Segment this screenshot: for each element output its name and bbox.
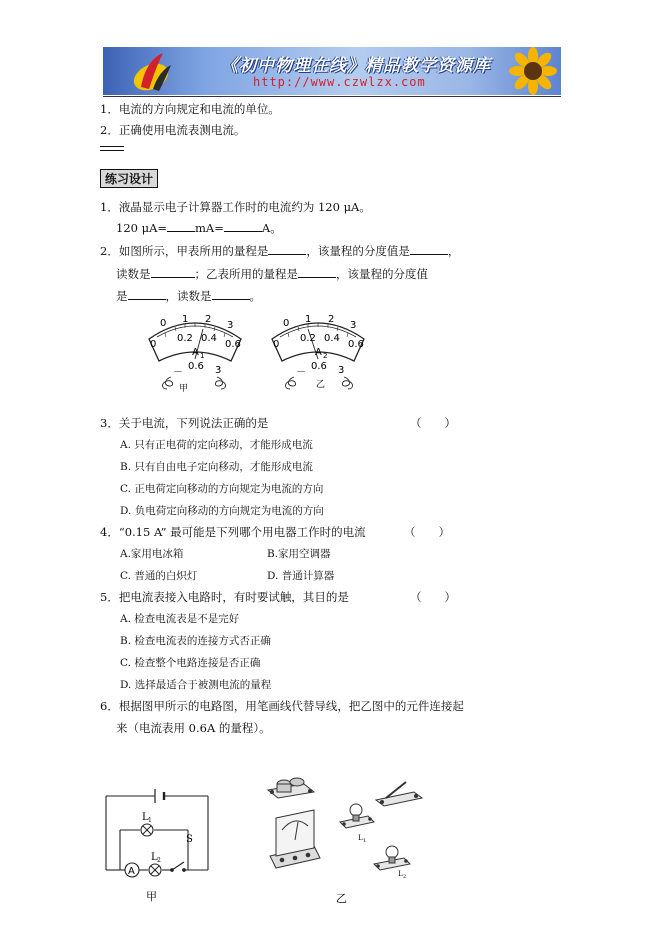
q2-text: ，读数是 <box>165 289 212 303</box>
q2-text: ；乙表所用的量程是 <box>194 267 298 281</box>
top-scale-label: 0 <box>283 318 290 329</box>
q4-stem: 4．“0.15 A” 最可能是下列哪个用电器工作时的电流 <box>100 525 366 539</box>
banner-title: 《初中物理在线》精品教学资源库 <box>221 56 491 76</box>
ammeter-device-icon <box>270 810 320 868</box>
q3-option-d[interactable]: D. 负电荷定向移动的方向规定为电流的方向 <box>120 505 324 517</box>
q4-option-a[interactable]: A.家用电冰箱 <box>120 548 184 560</box>
top-scale-label: 1 <box>182 314 189 325</box>
q3-answer-bracket[interactable]: （ ） <box>410 416 456 430</box>
answer-blank[interactable] <box>167 220 195 232</box>
top-scale-label: 1 <box>305 314 312 325</box>
terminal-label: 0.6 <box>311 361 327 372</box>
q2-text: 。 <box>249 289 261 303</box>
q2-line3 <box>116 288 261 304</box>
l1-device-label: L <box>358 834 363 842</box>
sunflower-icon <box>491 47 561 95</box>
q2-text: 是 <box>116 289 128 303</box>
q2-line1 <box>100 243 459 259</box>
bottom-scale-label: 0 <box>273 339 280 350</box>
l1-label: L <box>142 812 149 823</box>
lamp-l1-device-icon <box>340 804 374 828</box>
divider-mark <box>100 146 124 151</box>
lamp-l1-symbol <box>141 824 153 836</box>
meter-symbol: A <box>315 347 322 358</box>
l2-device-label: L <box>398 870 403 878</box>
answer-blank[interactable] <box>151 266 195 278</box>
components-figure <box>264 770 429 905</box>
answer-blank[interactable] <box>410 243 448 255</box>
q3-stem: 3．关于电流，下列说法正确的是 <box>100 416 269 430</box>
q6-line1: 6．根据图甲所示的电路图，用笔画线代替导线，把乙图中的元件连接起 <box>100 699 464 713</box>
q3-option-c[interactable]: C. 正电荷定向移动的方向规定为电流的方向 <box>120 483 324 495</box>
q2-text: ，该量程的分度值 <box>336 267 428 281</box>
q2-text: ， <box>447 244 460 258</box>
logo-icon <box>123 47 183 95</box>
terminal-label: － <box>296 367 306 378</box>
ammeter-figure-jia <box>145 313 245 393</box>
lamp-l2-symbol <box>149 864 161 876</box>
q1-line1: 1．液晶显示电子计算器工作时的电流约为 120 μA。 <box>100 200 371 214</box>
top-scale-label: 2 <box>205 314 212 325</box>
q1-text-a: 120 μA= <box>116 221 168 235</box>
banner-url: http://www.czwlzx.com <box>253 75 426 89</box>
q4-option-d[interactable]: D. 普通计算器 <box>267 570 335 582</box>
lamp-l2-device-icon <box>374 846 410 870</box>
q1-line2 <box>116 220 282 236</box>
objective-1: 1．电流的方向规定和电流的单位。 <box>100 102 280 116</box>
answer-blank[interactable] <box>298 266 336 278</box>
switch-label: S <box>186 834 193 845</box>
top-scale-label: 3 <box>227 320 234 331</box>
header-rule <box>103 96 561 97</box>
q5-option-c[interactable]: C. 检查整个电路连接是否正确 <box>120 657 261 669</box>
l2-subscript: 2 <box>157 857 161 864</box>
l2-device-subscript: 2 <box>403 874 407 880</box>
q2-line2 <box>116 266 428 282</box>
q3-option-a[interactable]: A. 只有正电荷的定向移动，才能形成电流 <box>120 439 313 451</box>
q3-option-b[interactable]: B. 只有自由电子定向移动，才能形成电流 <box>120 461 313 473</box>
answer-blank[interactable] <box>224 220 262 232</box>
q5-option-b[interactable]: B. 检查电流表的连接方式否正确 <box>120 635 271 647</box>
q2-text: ，该量程的分度值是 <box>306 244 410 258</box>
switch-symbol <box>171 862 186 871</box>
terminal-label: － <box>173 367 183 378</box>
terminal-label: 0.6 <box>188 361 204 372</box>
answer-blank[interactable] <box>268 243 306 255</box>
terminal-label: 3 <box>215 365 222 376</box>
l2-label: L <box>151 852 158 863</box>
terminal-label: 3 <box>338 365 345 376</box>
answer-blank[interactable] <box>128 288 166 300</box>
bottom-scale-label: 0.2 <box>177 333 193 344</box>
l1-device-subscript: 1 <box>363 838 367 844</box>
q1-text-b: mA= <box>195 221 224 235</box>
q2-text: 读数是 <box>116 267 151 281</box>
top-scale-label: 2 <box>328 314 335 325</box>
meter-caption: 甲 <box>179 384 189 393</box>
q2-text: 2．如图所示，甲表所用的量程是 <box>100 244 269 258</box>
bottom-scale-label: 0.6 <box>225 339 241 350</box>
bottom-scale-label: 0.2 <box>300 333 316 344</box>
section-heading: 练习设计 <box>100 169 158 188</box>
q5-stem: 5．把电流表接入电路时，有时要试触，其目的是 <box>100 590 349 604</box>
bottom-scale-label: 0.6 <box>348 339 364 350</box>
q4-answer-bracket[interactable]: （ ） <box>404 525 450 539</box>
meter-symbol: A <box>192 347 199 358</box>
ammeter-symbol <box>125 863 139 877</box>
q4-option-b[interactable]: B.家用空调器 <box>267 548 331 560</box>
bottom-scale-label: 0 <box>150 339 157 350</box>
bottom-scale-label: 0.4 <box>201 333 217 344</box>
bottom-scale-label: 0.4 <box>324 333 340 344</box>
ammeter-letter: A <box>128 866 135 877</box>
meter-caption: 乙 <box>316 380 326 390</box>
q5-option-a[interactable]: A. 检查电流表是不是完好 <box>120 613 240 625</box>
q4-option-c[interactable]: C. 普通的白炽灯 <box>120 570 198 582</box>
q1-text-c: A。 <box>261 221 282 235</box>
ammeter-figure-yi <box>268 313 368 393</box>
top-scale-label: 3 <box>350 320 357 331</box>
knife-switch-icon <box>376 782 422 806</box>
meter-subscript: 1 <box>200 352 205 360</box>
q6-line2: 来（电流表用 0.6A 的量程）。 <box>116 721 271 735</box>
q5-option-d[interactable]: D. 选择最适合于被测电流的量程 <box>120 679 272 691</box>
top-scale-label: 0 <box>160 318 167 329</box>
q5-answer-bracket[interactable]: （ ） <box>410 590 456 604</box>
circuit-caption: 甲 <box>146 890 157 903</box>
meter-subscript: 2 <box>323 352 328 360</box>
components-caption: 乙 <box>336 892 347 905</box>
objective-2: 2．正确使用电流表测电流。 <box>100 123 246 137</box>
l1-subscript: 1 <box>148 817 152 824</box>
battery-symbol <box>155 789 164 803</box>
header-banner <box>103 47 561 95</box>
answer-blank[interactable] <box>212 288 250 300</box>
circuit-diagram <box>100 780 230 905</box>
battery-holder-icon <box>268 778 314 798</box>
